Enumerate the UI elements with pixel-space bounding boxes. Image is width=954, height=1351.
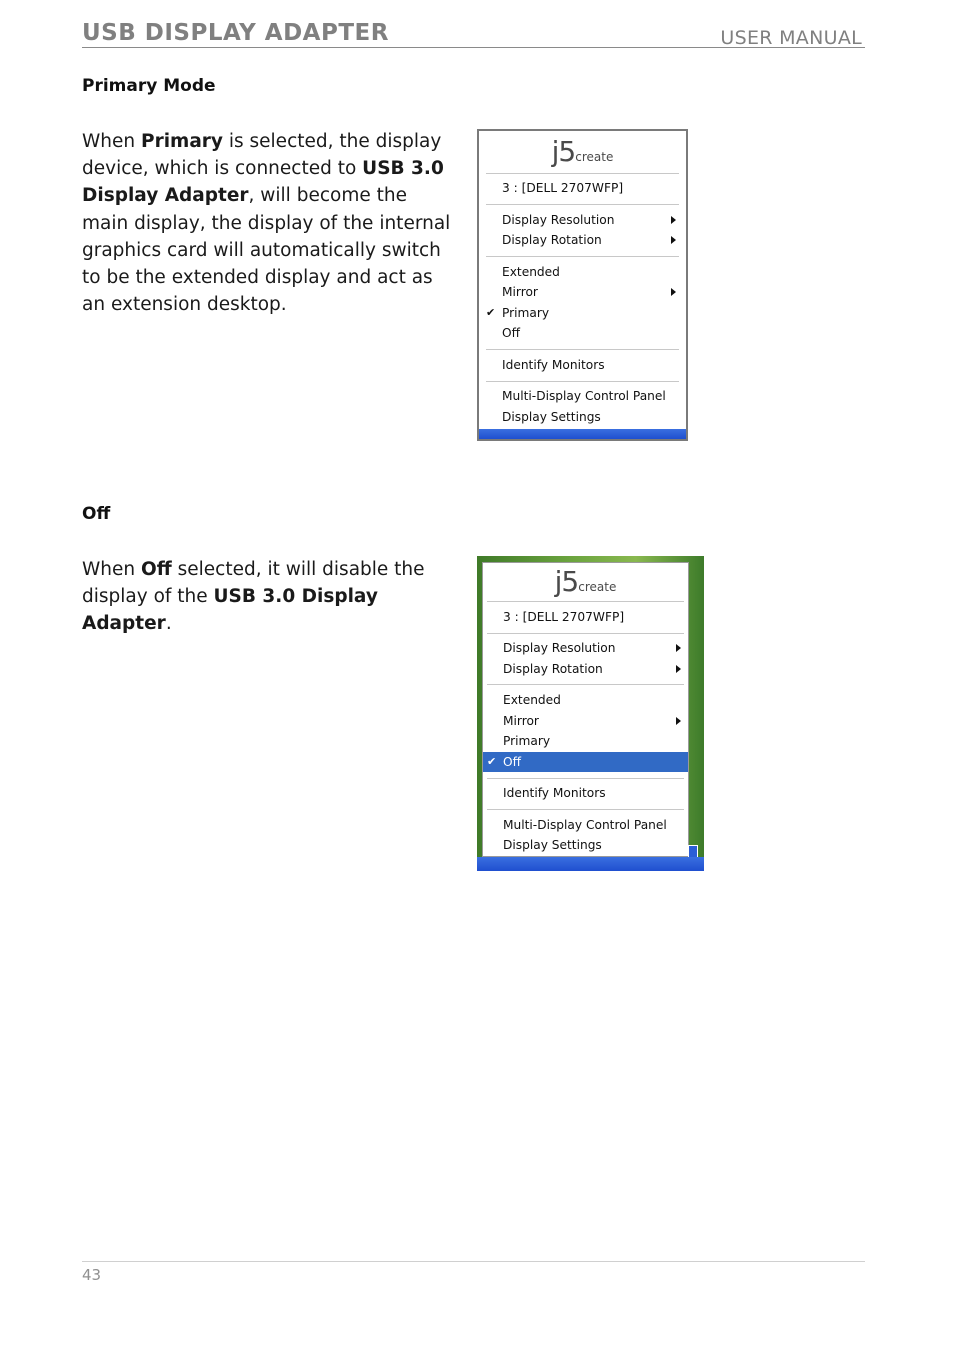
menu-item-display-rotation[interactable] — [483, 659, 688, 679]
submenu-arrow-icon — [676, 644, 681, 652]
menu-item-label: Display Resolution — [502, 213, 615, 227]
context-menu — [482, 133, 683, 429]
menu-separator — [487, 633, 684, 634]
menu-item-label: Display Rotation — [502, 233, 602, 247]
checkmark-icon: ✔ — [486, 306, 496, 319]
menu-item-extended[interactable]: Extended — [502, 265, 560, 279]
menu-item-mirror[interactable] — [482, 282, 683, 302]
menu-separator — [486, 256, 679, 257]
logo-j5: j5 — [551, 135, 576, 168]
menu-item-identify-monitors[interactable]: Identify Monitors — [503, 786, 606, 800]
manual-label: USER MANUAL — [720, 27, 862, 49]
menu-item-label: Mirror — [502, 285, 538, 299]
menu-separator — [486, 349, 679, 350]
text-run: When — [82, 559, 142, 580]
menu-separator — [487, 684, 684, 685]
menu-item-label: Primary — [502, 306, 550, 320]
j5create-logo — [482, 135, 683, 169]
menu-item-control-panel[interactable]: Multi-Display Control Panel — [502, 389, 666, 403]
logo-j5: j5 — [554, 565, 579, 598]
page-number: 43 — [82, 1266, 102, 1284]
checkmark-icon: ✔ — [487, 755, 497, 768]
text-run: selected, it will disable the display of the — [82, 559, 425, 608]
text-run: . — [165, 613, 172, 635]
footer-divider — [82, 1261, 865, 1262]
menu-item-identify-monitors[interactable]: Identify Monitors — [502, 358, 605, 372]
menu-item-primary[interactable]: Primary — [503, 734, 551, 748]
menu-item-extended[interactable]: Extended — [503, 693, 561, 707]
text-run-bold: USB 3.0 Display Adapter — [82, 586, 378, 635]
menu-item-display-rotation[interactable] — [482, 230, 683, 250]
menu-item-display-settings[interactable]: Display Settings — [503, 838, 602, 852]
menu-item-label: Mirror — [503, 714, 539, 728]
section-title-primary-mode: Primary Mode — [82, 76, 216, 96]
text-run: When — [82, 131, 142, 152]
taskbar — [477, 857, 704, 871]
menu-item-primary[interactable] — [482, 303, 683, 323]
menu-item-display-settings[interactable]: Display Settings — [502, 410, 601, 424]
screenshot-off-menu — [477, 556, 704, 871]
menu-separator — [487, 601, 684, 602]
text-run-bold: USB 3.0 Display Adapter — [82, 158, 444, 207]
menu-separator — [486, 381, 679, 382]
paragraph-primary-mode — [82, 128, 454, 318]
menu-item-display-resolution[interactable] — [483, 638, 688, 658]
menu-item-off[interactable]: Off — [502, 326, 520, 340]
submenu-arrow-icon — [671, 288, 676, 296]
document-title: USB DISPLAY ADAPTER — [82, 20, 389, 46]
menu-item-mirror[interactable] — [483, 711, 688, 731]
submenu-arrow-icon — [671, 216, 676, 224]
section-title-off: Off — [82, 504, 111, 524]
paragraph-off — [82, 556, 454, 638]
menu-separator — [487, 809, 684, 810]
submenu-arrow-icon — [671, 236, 676, 244]
logo-create: create — [575, 150, 614, 164]
submenu-arrow-icon — [676, 717, 681, 725]
submenu-arrow-icon — [676, 665, 681, 673]
menu-item-label: Off — [503, 755, 521, 769]
menu-item-label: Display Rotation — [503, 662, 603, 676]
screenshot-primary-menu — [477, 129, 688, 441]
menu-separator — [486, 204, 679, 205]
logo-create: create — [578, 580, 617, 594]
context-menu — [482, 562, 689, 857]
menu-item-monitor[interactable]: 3 : [DELL 2707WFP] — [502, 181, 624, 195]
text-run-bold: Primary — [141, 131, 223, 152]
menu-item-label: Display Resolution — [503, 641, 616, 655]
menu-separator — [486, 173, 679, 174]
header-divider — [82, 47, 865, 48]
text-run: is selected, the display device, which is connected to — [82, 131, 442, 180]
menu-item-control-panel[interactable]: Multi-Display Control Panel — [503, 818, 667, 832]
taskbar — [479, 429, 686, 439]
text-run: , will become the main display, the display of the internal graphics card will automatically switch to be the extended display and act as an extension desktop. — [82, 185, 451, 316]
menu-item-off[interactable] — [483, 752, 688, 772]
menu-item-monitor[interactable]: 3 : [DELL 2707WFP] — [503, 610, 625, 624]
menu-item-display-resolution[interactable] — [482, 210, 683, 230]
text-run-bold: Off — [141, 559, 172, 580]
j5create-logo — [483, 565, 688, 599]
menu-separator — [487, 778, 684, 779]
